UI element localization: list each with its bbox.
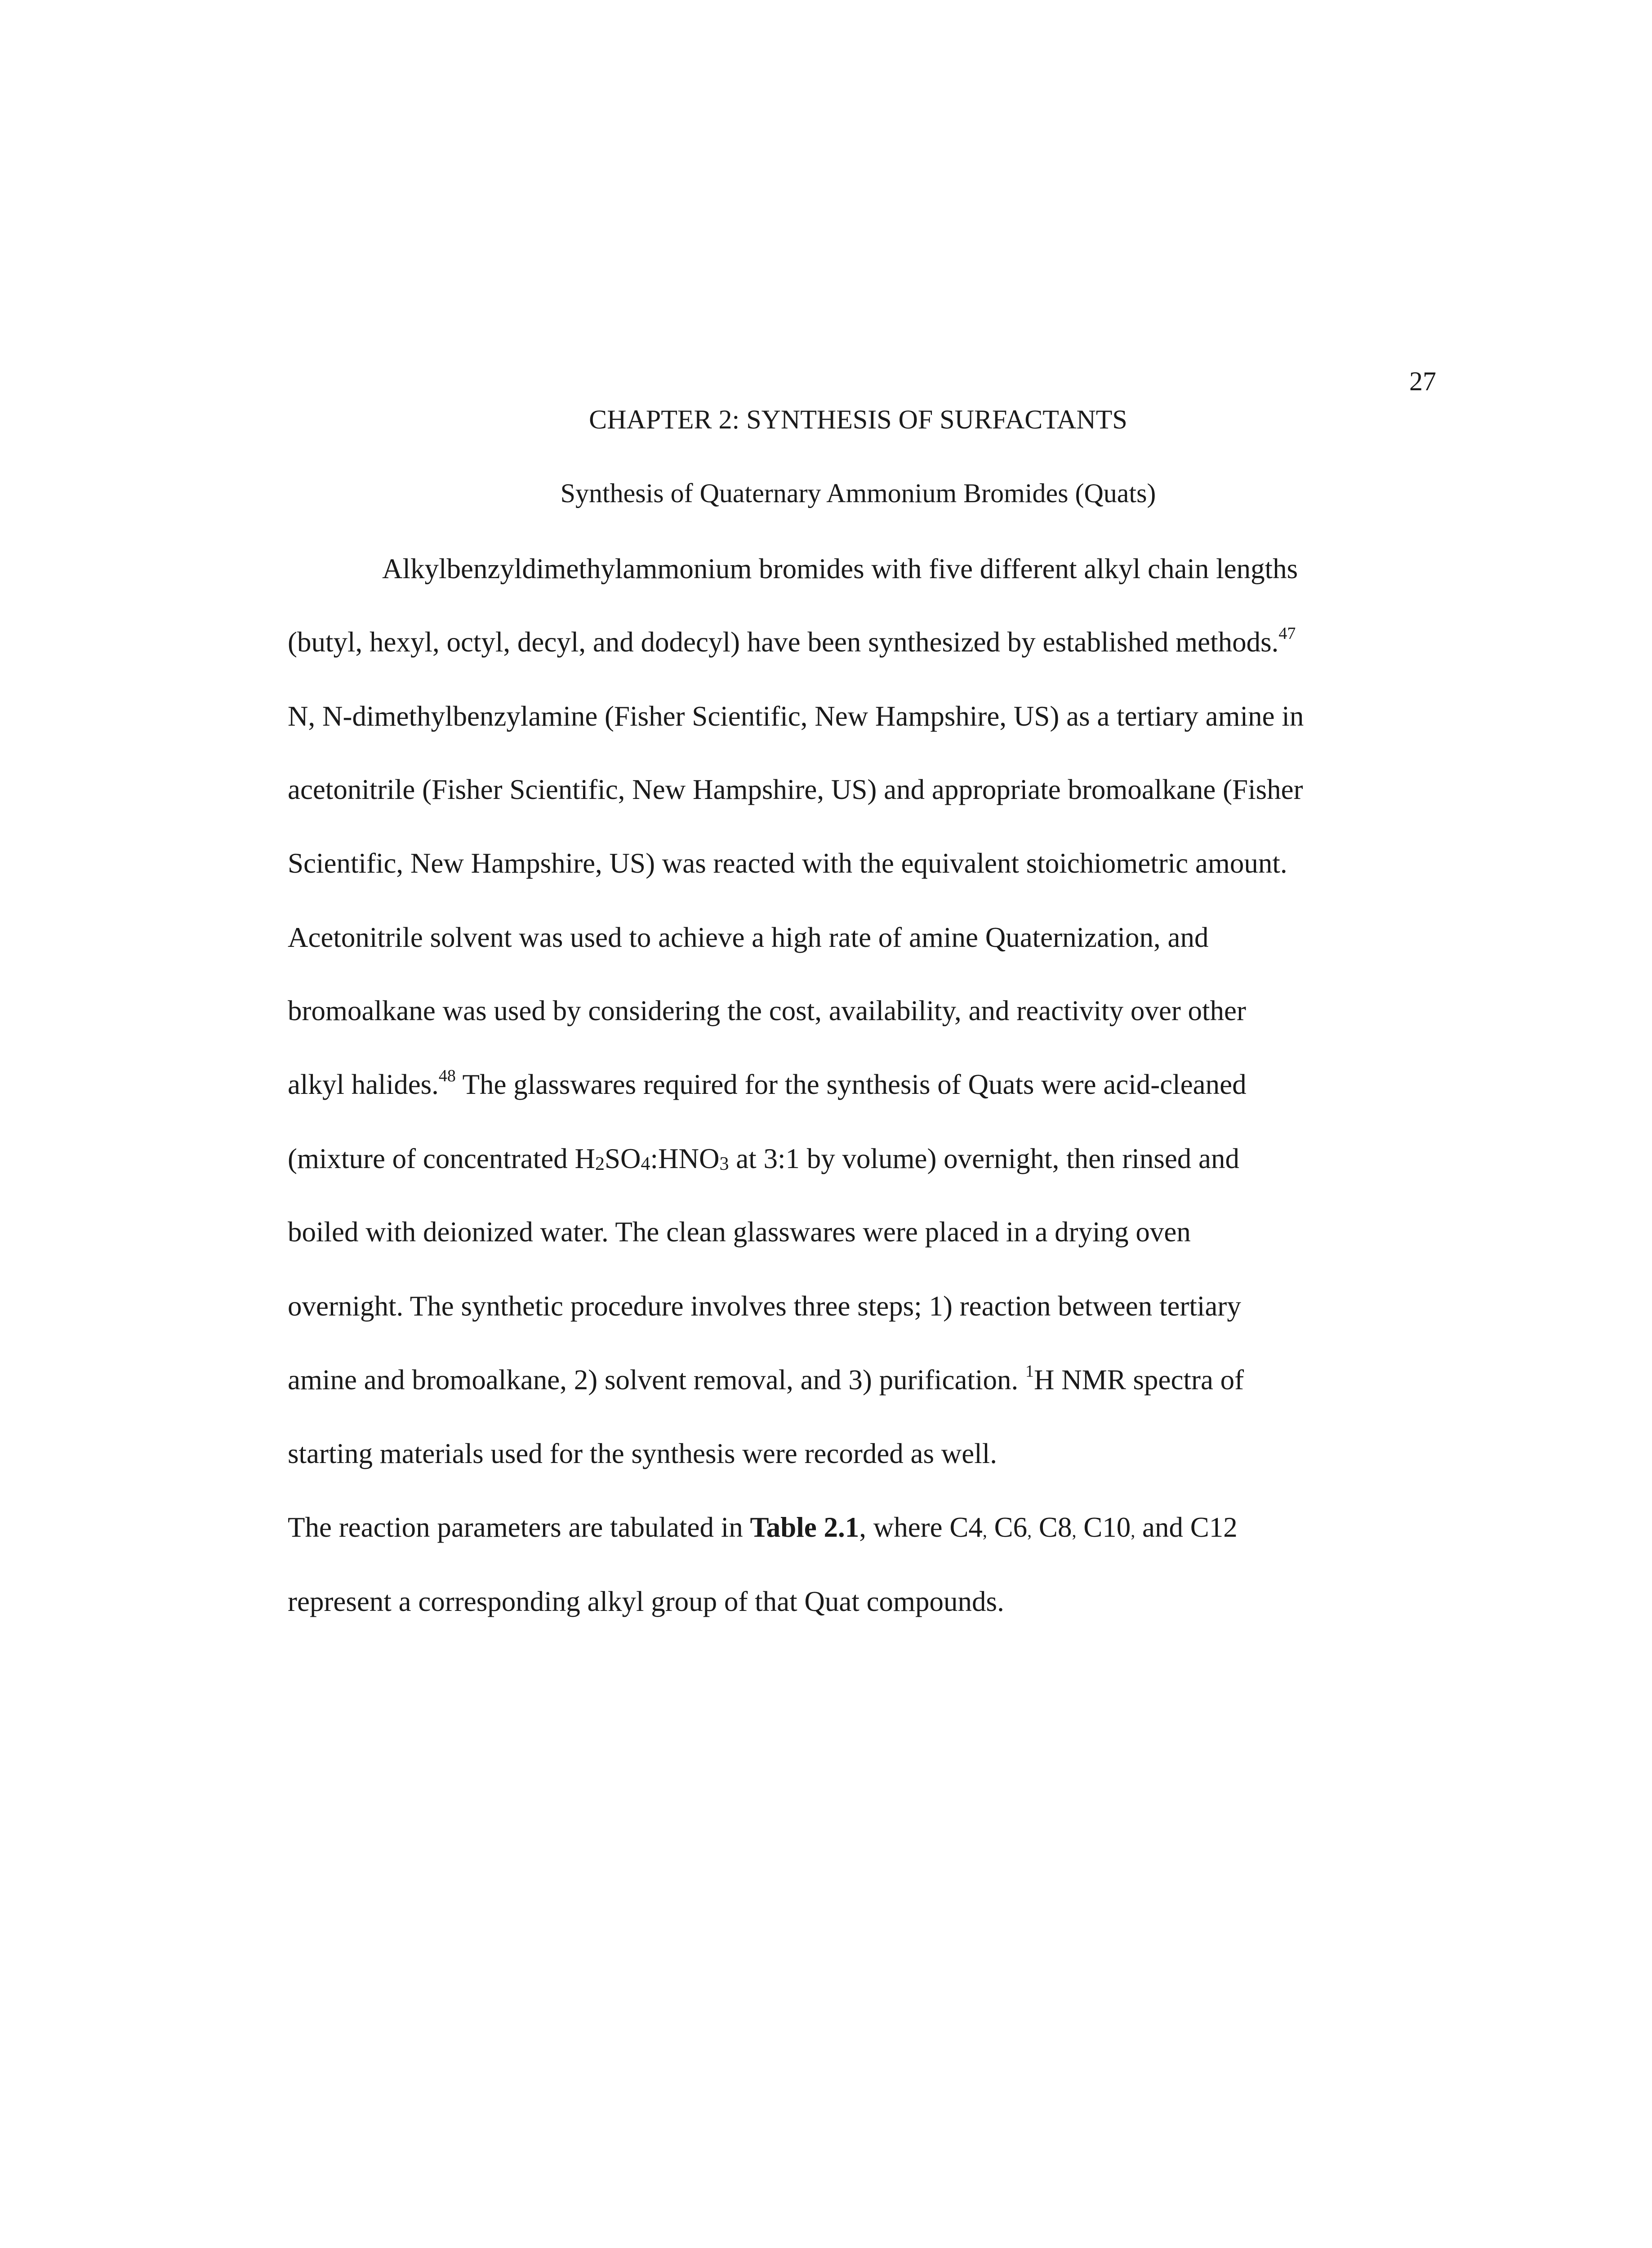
separator: , xyxy=(982,1521,987,1541)
paragraph-line: represent a corresponding alkyl group of that Quat compounds. xyxy=(288,1586,1004,1617)
line-text: :HNO xyxy=(650,1143,720,1174)
chapter-title: CHAPTER 2: SYNTHESIS OF SURFACTANTS xyxy=(589,405,1127,434)
paragraph-line xyxy=(288,1364,1244,1396)
line-text: SO xyxy=(604,1143,641,1174)
reference-superscript: 48 xyxy=(438,1066,456,1085)
separator: , xyxy=(1072,1521,1077,1541)
line-text: The glasswares required for the synthesis of Quats were acid-cleaned xyxy=(455,1069,1247,1100)
reference-superscript: 47 xyxy=(1278,624,1296,643)
line-text: C8 xyxy=(1032,1512,1072,1543)
chemical-subscript: 3 xyxy=(719,1154,729,1174)
line-text: The reaction parameters are tabulated in xyxy=(288,1512,750,1543)
separator: , xyxy=(1131,1521,1135,1541)
paragraph-line: Scientific, New Hampshire, US) was reacted with the equivalent stoichiometric amount. xyxy=(288,847,1287,879)
paragraph-line xyxy=(288,626,1296,658)
line-text: C10 xyxy=(1076,1512,1131,1543)
line-text: alkyl halides. xyxy=(288,1069,439,1100)
paragraph-line xyxy=(288,1066,1247,1100)
isotope-superscript: 1 xyxy=(1025,1362,1034,1381)
line-text: amine and bromoalkane, 2) solvent removal, and 3) purification. xyxy=(288,1364,1025,1396)
chemical-subscript: 4 xyxy=(641,1154,650,1174)
paragraph-line: N, N-dimethylbenzylamine (Fisher Scientific, New Hampshire, US) as a tertiary amine in xyxy=(288,700,1304,732)
paragraph-line xyxy=(288,1512,1238,1547)
paragraph-line: acetonitrile (Fisher Scientific, New Hampshire, US) and appropriate bromoalkane (Fisher xyxy=(288,774,1303,805)
line-text: (mixture of concentrated H xyxy=(288,1143,595,1174)
line-text: C6 xyxy=(987,1512,1028,1543)
paragraph-line: bromoalkane was used by considering the cost, availability, and reactivity over other xyxy=(288,995,1247,1026)
paragraph-line: starting materials used for the synthesis were recorded as well. xyxy=(288,1438,997,1469)
line-text: (butyl, hexyl, octyl, decyl, and dodecyl) have been synthesized by established methods. xyxy=(288,626,1279,658)
line-text: , where C4 xyxy=(859,1512,983,1543)
separator: , xyxy=(1027,1521,1032,1541)
paragraph-line xyxy=(288,1143,1239,1174)
table-reference: Table 2.1 xyxy=(750,1512,859,1543)
page-number: 27 xyxy=(1409,366,1436,396)
chemical-subscript: 2 xyxy=(595,1154,605,1174)
line-text: at 3:1 by volume) overnight, then rinsed and xyxy=(729,1143,1240,1174)
line-text: and C12 xyxy=(1135,1512,1238,1543)
paragraph-line: Acetonitrile solvent was used to achieve a high rate of amine Quaternization, and xyxy=(288,922,1209,953)
paragraph-line: overnight. The synthetic procedure involves three steps; 1) reaction between tertiary xyxy=(288,1290,1241,1322)
line-text: H NMR spectra of xyxy=(1033,1364,1244,1396)
paragraph-line: boiled with deionized water. The clean glasswares were placed in a drying oven xyxy=(288,1216,1191,1248)
paragraph-line: Alkylbenzyldimethylammonium bromides with five different alkyl chain lengths xyxy=(382,553,1298,584)
section-title: Synthesis of Quaternary Ammonium Bromides (Quats) xyxy=(560,478,1156,508)
